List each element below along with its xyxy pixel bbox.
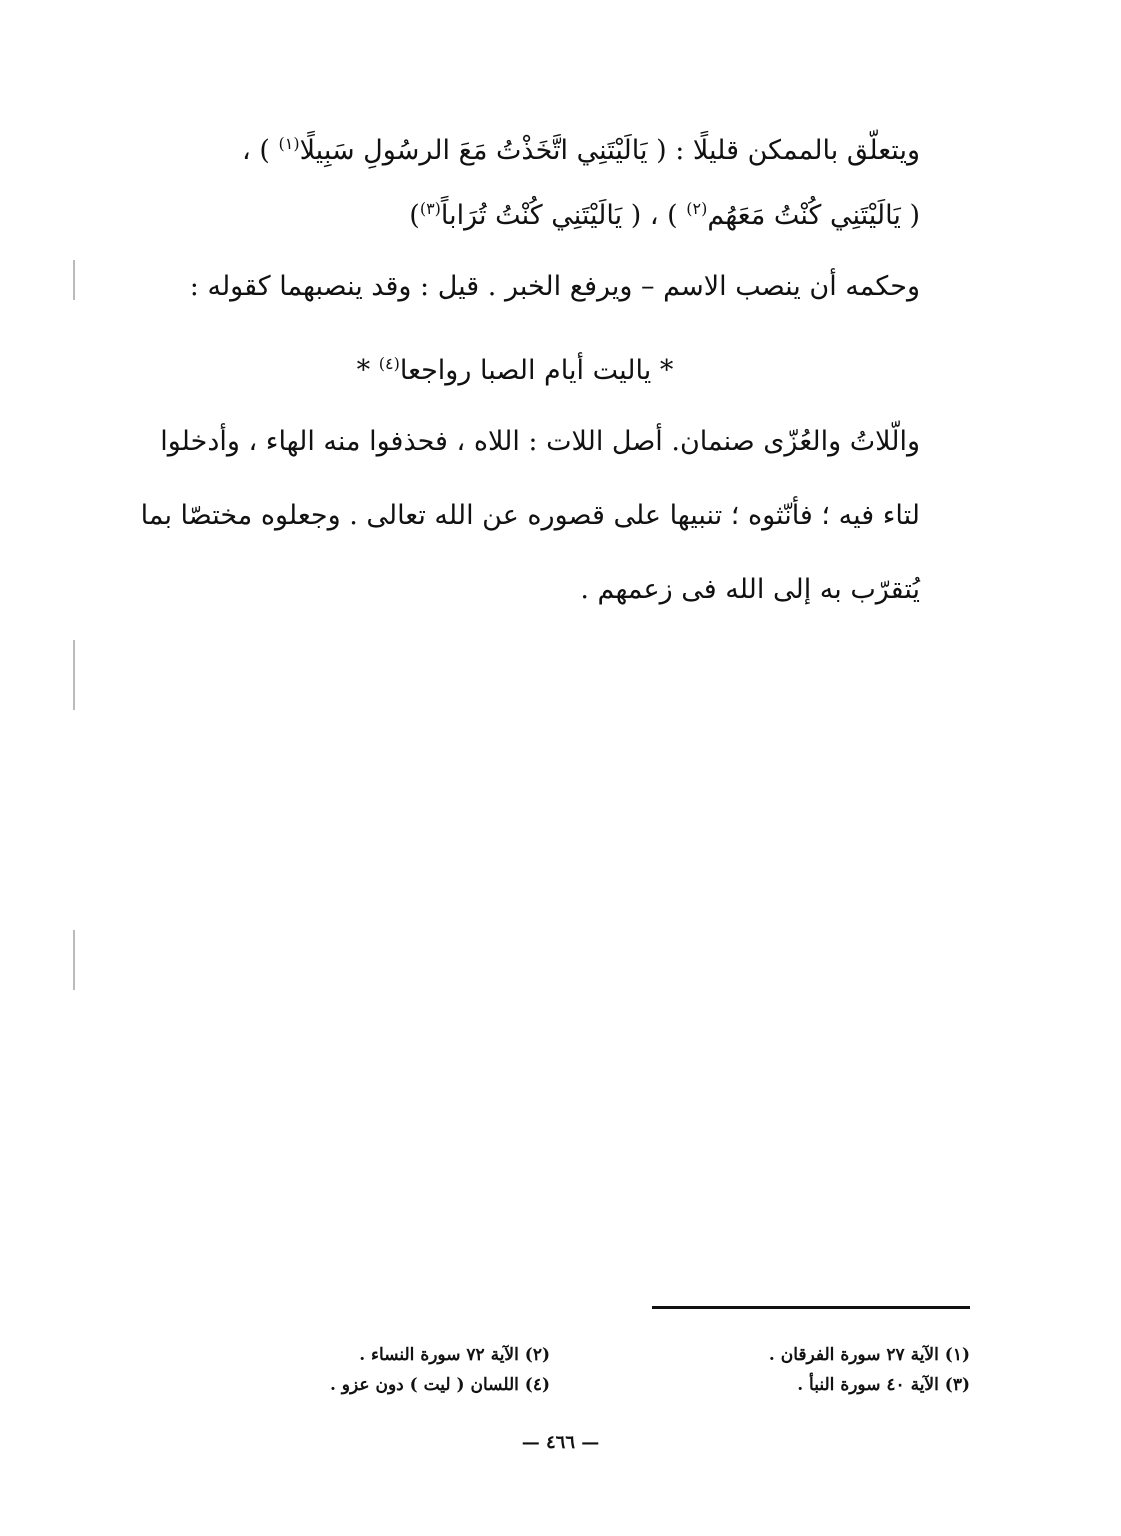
paragraph-3-line-3: يُتقرّب به إلى الله فى زعمهم . — [580, 574, 920, 605]
footnotes — [280, 1340, 970, 1400]
footnote-4: (٤) اللسان ( ليت ) دون عزو . — [329, 1375, 550, 1395]
line-text: ( يَالَيْتَنِي كُنْتُ مَعَهُم — [707, 200, 920, 231]
scan-artifact — [73, 640, 75, 710]
verse-end-mark: * — [356, 355, 371, 386]
footnote-ref-3: (٣) — [419, 199, 441, 218]
paragraph-3 — [110, 405, 920, 627]
paragraph-1-line-2 — [110, 180, 920, 245]
paragraph-3-line-2: لتاء فيه ؛ فأنّثوه ؛ تنبيها على قصوره عن الله تعالى . وجعلوه مختصّا بما — [140, 500, 920, 531]
footnote-3: (٣) الآية ٤٠ سورة النبأ . — [797, 1375, 970, 1395]
line-mid: ) ، ( يَالَيْتَنِي كُنْتُ تُرَاباً — [440, 200, 678, 231]
scan-artifact — [73, 260, 75, 300]
footnote-row — [280, 1340, 970, 1370]
poetry-verse — [110, 335, 920, 400]
footnote-separator — [652, 1306, 970, 1309]
paragraph-1-line-1 — [110, 115, 920, 180]
paragraph-2 — [110, 258, 920, 316]
paragraph-2-line-1: وحكمه أن ينصب الاسم – ويرفع الخبر . قيل : وقد ينصبهما كقوله : — [189, 271, 920, 302]
verse-text: * ياليت أيام الصبا رواجعا — [399, 355, 674, 386]
paragraph-3-line-1: والّلاتُ والعُزّى صنمان. أصل اللات : اللاه ، فحذفوا منه الهاء ، وأدخلوا — [160, 426, 920, 457]
footnote-1: (١) الآية ٢٧ سورة الفرقان . — [768, 1345, 970, 1365]
line-text: ويتعلّق بالممكن قليلًا : ( يَالَيْتَنِي اتَّخَذْتُ مَعَ الرسُولِ سَبِيلًا — [299, 135, 920, 166]
footnote-ref-4: (٤) — [378, 354, 400, 373]
footnote-2: (٢) الآية ٧٢ سورة النساء . — [359, 1345, 550, 1365]
paragraph-1 — [110, 115, 920, 245]
line-tail: ) ، — [242, 135, 270, 166]
footnote-ref-2: (٢) — [686, 199, 708, 218]
page-number: — ٤٦٦ — — [521, 1432, 600, 1453]
scan-artifact — [73, 930, 75, 990]
line-tail: ) — [409, 200, 420, 231]
footnote-row — [280, 1370, 970, 1400]
footnote-ref-1: (١) — [278, 134, 300, 153]
